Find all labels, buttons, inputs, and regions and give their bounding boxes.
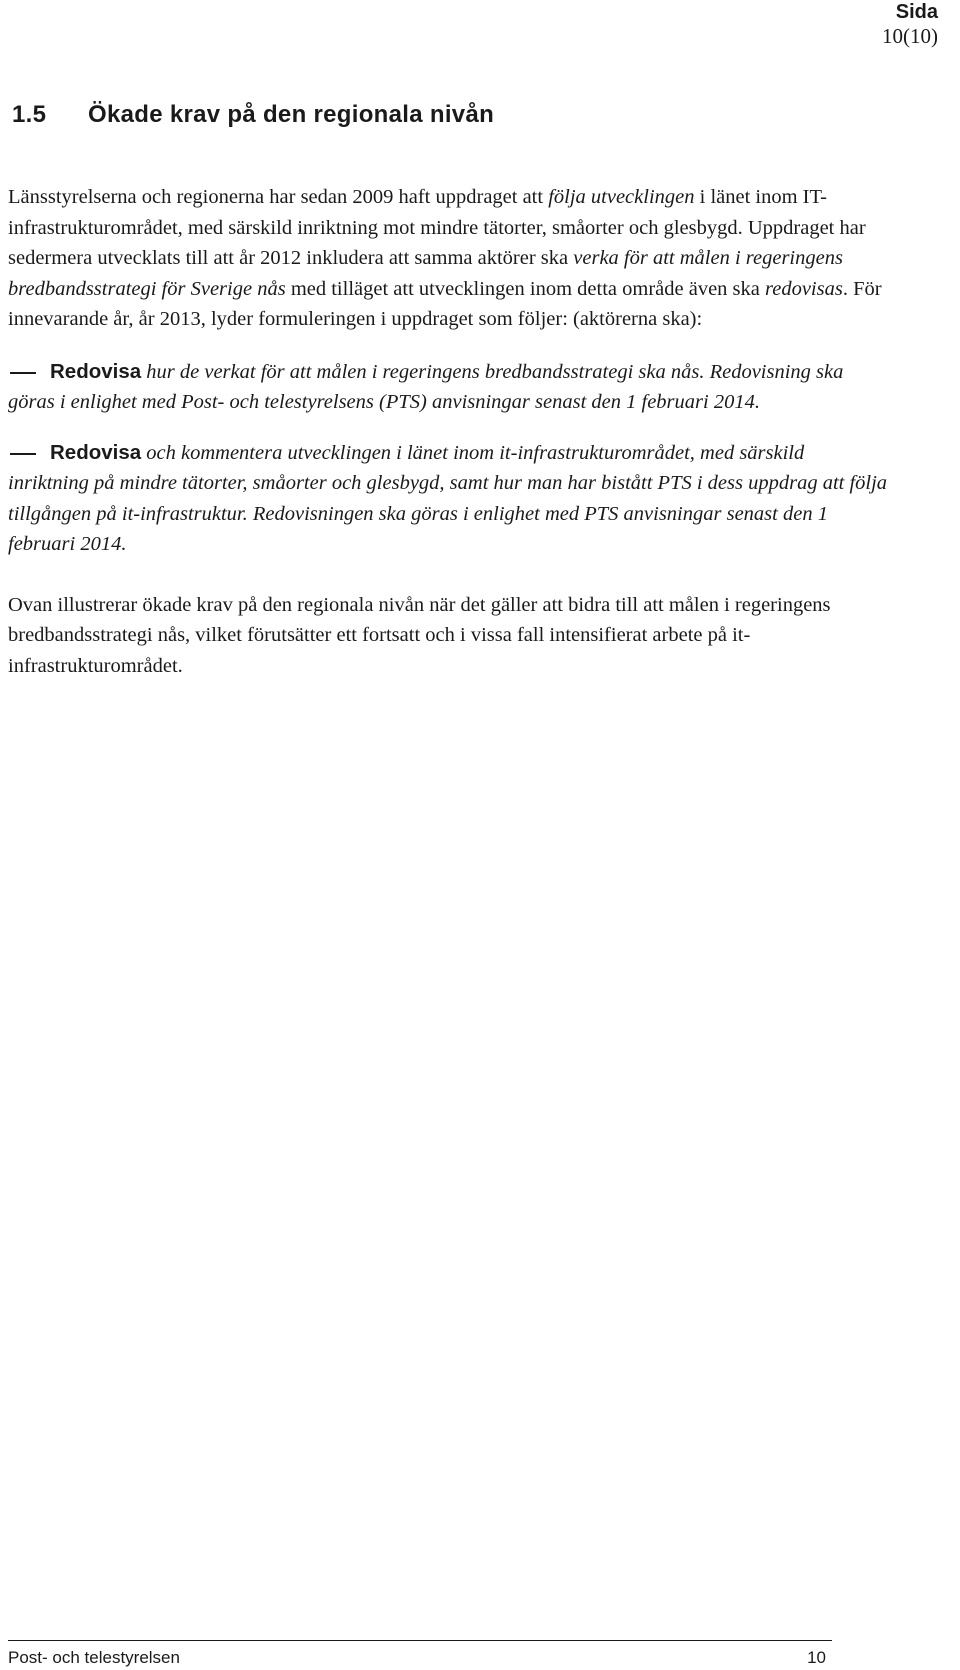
summary-paragraph: Ovan illustrerar ökade krav på den regionala nivån när det gäller att bidra till att målen i regeringens bredbandsstrategi nås, vilket förutsätter ett fortsatt och i vissa fall intensifierat arbete på it-infrastrukturområdet. xyxy=(8,593,831,677)
dash-bullet-icon xyxy=(10,372,36,374)
intro-text-2: i länet inom IT-infrastrukturområdet, med särskild inriktning mot mindre tätorter, småorter och glesbygd. Uppdraget har sedermera utvecklats till att år 2012 inkludera att samma aktörer ska xyxy=(8,186,866,269)
bullet-text: och kommentera utvecklingen i länet inom it-infrastrukturområdet, med särskild inriktning på mindre tätorter, småorter och glesbygd, samt hur man har bistått PTS i dess uppdrag att följa tillgången på it-infrastruktur. Redovisningen ska göras i enlighet med PTS anvisningar senast den 1 februari 2014. xyxy=(8,441,888,555)
footer-organization: Post- och telestyrelsen xyxy=(8,1648,180,1667)
bullet-text: hur de verkat för att målen i regeringens bredbandsstrategi ska nås. Redovisning ska göras i enlighet med Post- och telestyrelsens (PTS) anvisningar senast den 1 februari 2014. xyxy=(8,360,844,413)
footer-page-number: 10 xyxy=(807,1648,826,1667)
list-item xyxy=(8,438,888,560)
page-number: 10(10) xyxy=(882,24,938,48)
section-number: 1.5 xyxy=(12,101,47,128)
intro-text-4: . För innevarande år, år 2013, lyder formuleringen i uppdraget som följer: (aktörerna ska): xyxy=(8,277,882,330)
page-footer xyxy=(8,1648,826,1668)
section-heading xyxy=(12,101,494,129)
body-content xyxy=(8,182,888,681)
section-title: Ökade krav på den regionala nivån xyxy=(88,101,495,128)
footer-divider xyxy=(8,1640,832,1641)
bullet-lead-word: Redovisa xyxy=(50,359,142,383)
intro-text-1: Länsstyrelserna och regionerna har sedan 2009 haft uppdraget att xyxy=(8,186,549,208)
intro-paragraph xyxy=(8,182,888,335)
page-label: Sida xyxy=(895,1,938,23)
page-header xyxy=(882,0,938,48)
list-item xyxy=(8,357,888,418)
intro-italic-2: verka för att målen i regeringens bredbandsstrategi för Sverige nås xyxy=(8,247,843,300)
intro-text-3: med tilläget att utvecklingen inom detta område även ska xyxy=(285,277,766,300)
bullet-lead-word: Redovisa xyxy=(50,440,142,464)
intro-italic-3: redovisas xyxy=(765,277,843,300)
intro-italic-1: följa utvecklingen xyxy=(548,186,695,208)
dash-bullet-icon xyxy=(10,453,36,455)
